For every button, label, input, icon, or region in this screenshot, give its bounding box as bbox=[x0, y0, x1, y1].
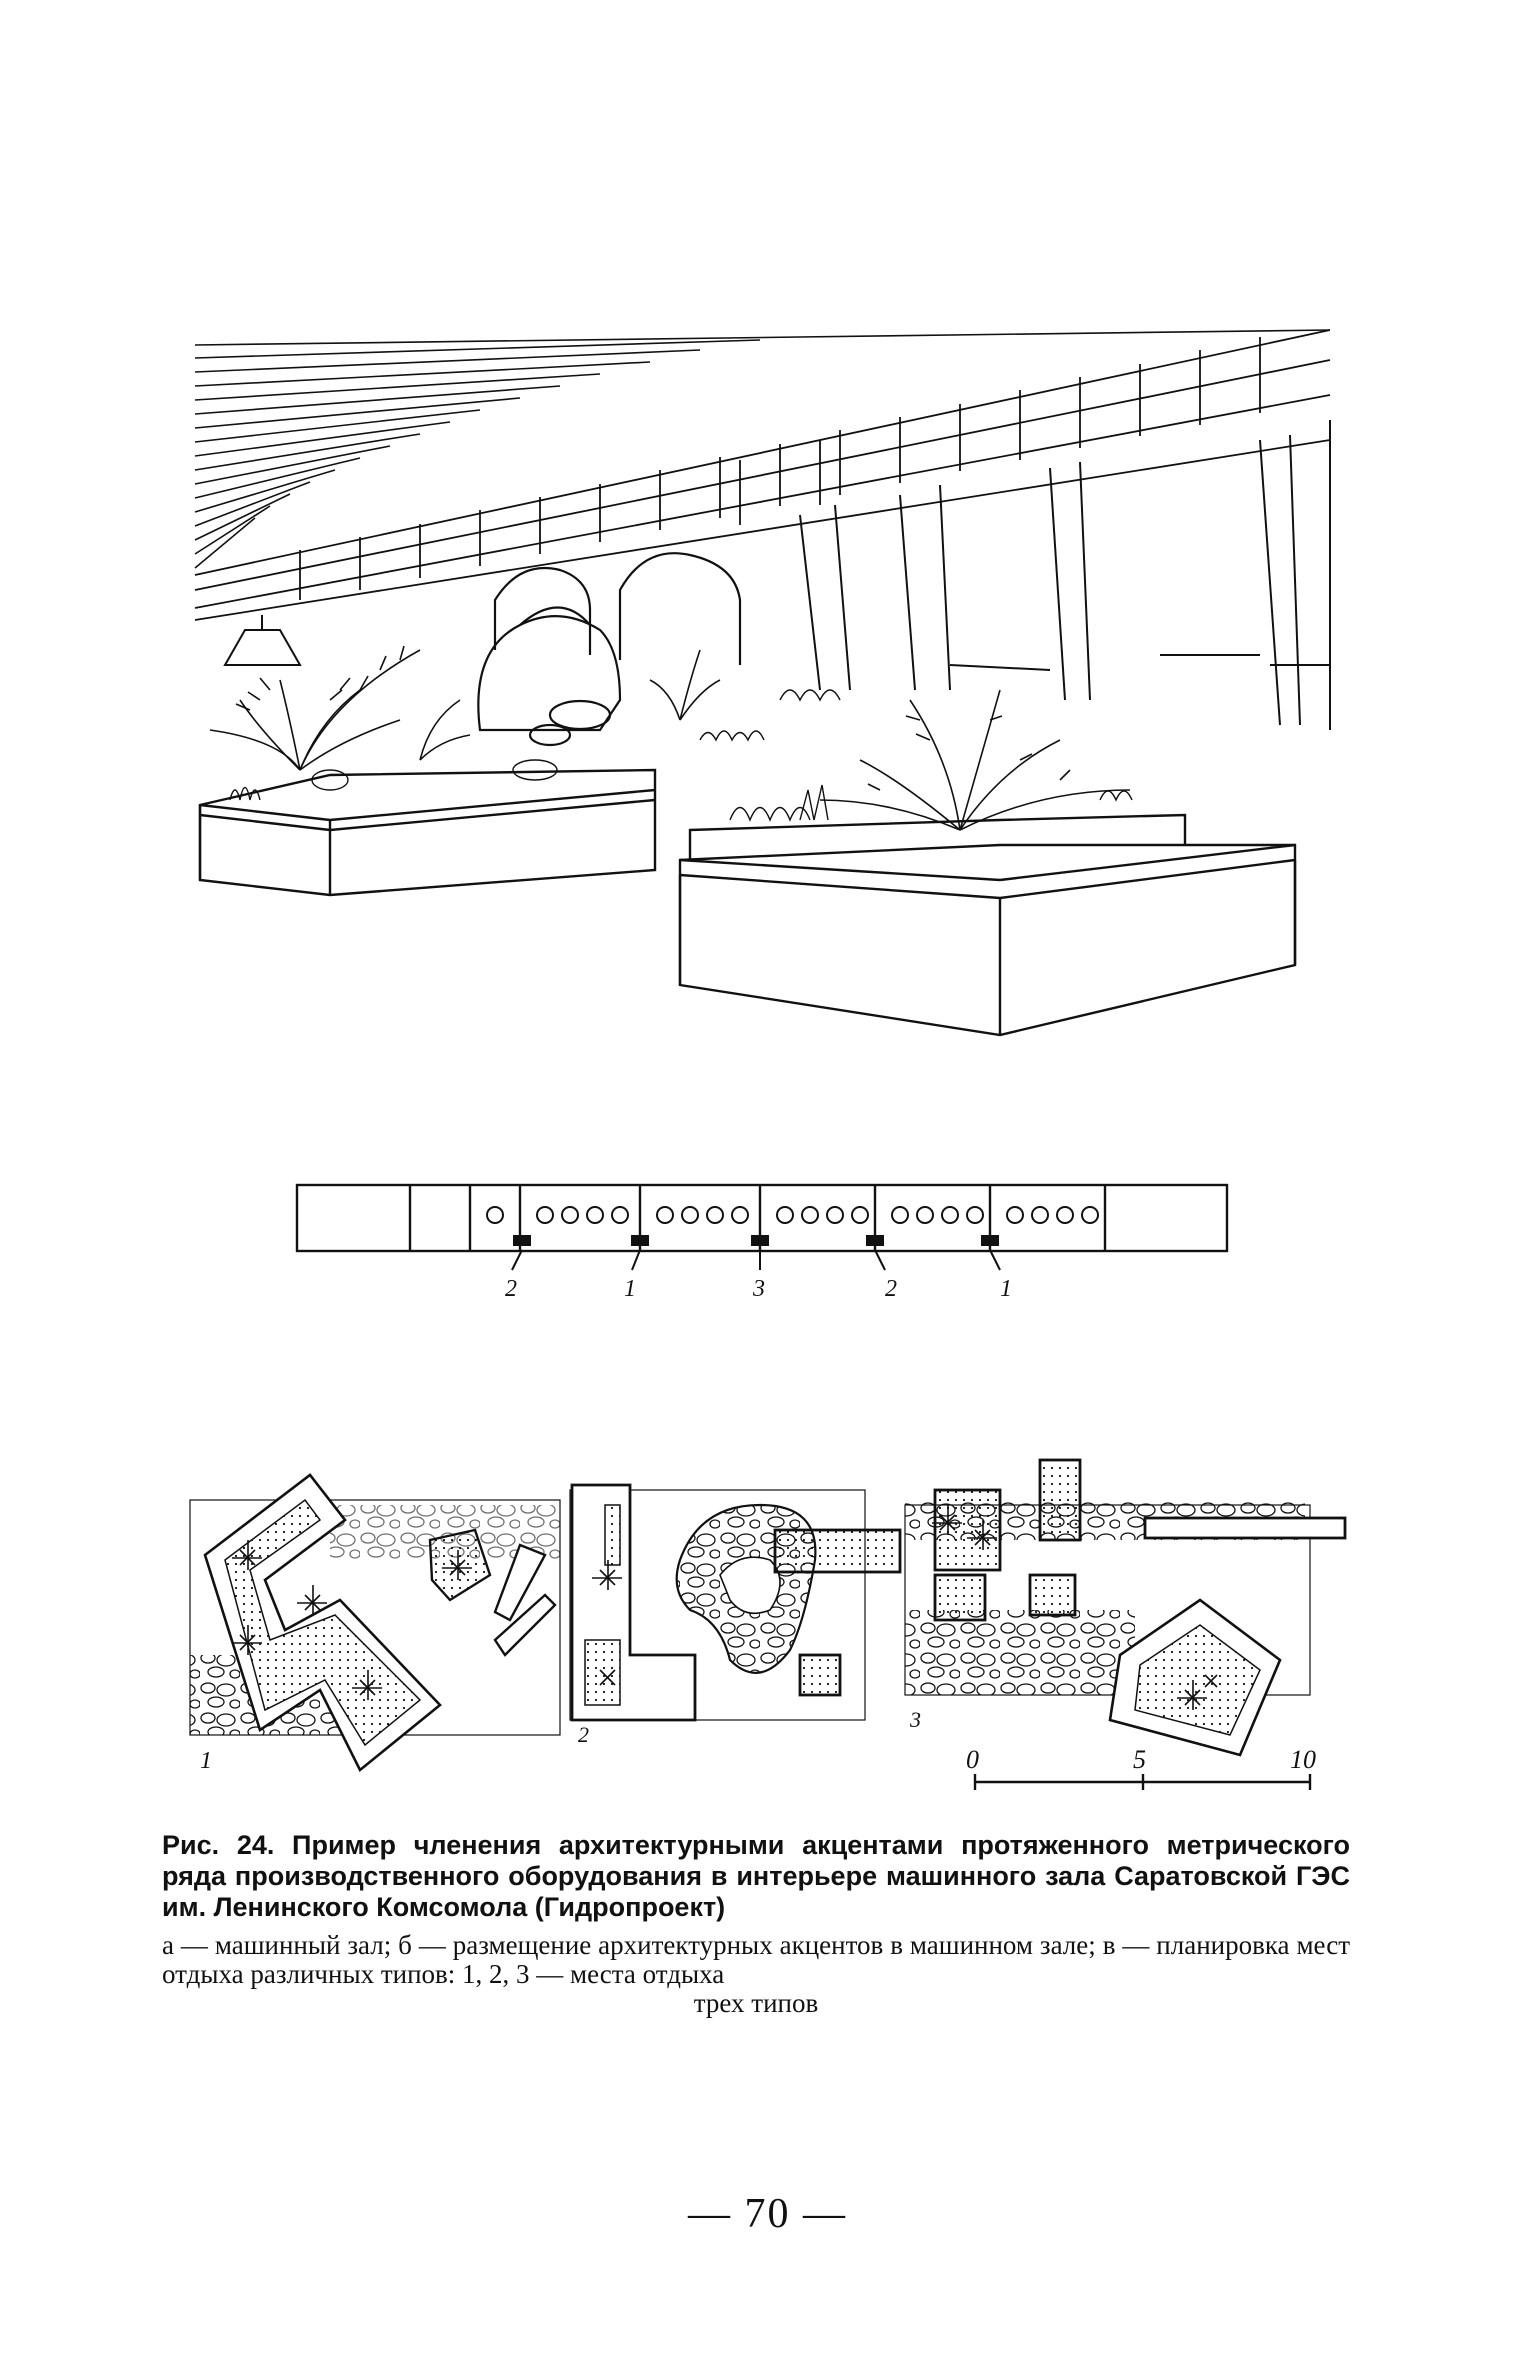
plan-2 bbox=[570, 1485, 900, 1720]
caption-legend-tail: трех типов bbox=[693, 1988, 819, 2018]
scale-label-5: 5 bbox=[1133, 1745, 1146, 1774]
strip-label-3: 3 bbox=[753, 1276, 765, 1302]
figure-caption bbox=[162, 1830, 1350, 2018]
plan-2-label: 2 bbox=[578, 1722, 589, 1747]
caption-legend bbox=[162, 1931, 1350, 2018]
strip-label-4: 2 bbox=[885, 1276, 897, 1302]
caption-main: Рис. 24. Пример членения архитектурными акцентами протяженного метрического ряда производственного оборудования в интерьере машинного зала Саратовской ГЭС им. Ленинского Комсомола (Гидропроект) bbox=[162, 1830, 1350, 1922]
strip-label-1: 2 bbox=[505, 1276, 517, 1302]
strip-label-2: 1 bbox=[624, 1276, 636, 1302]
page-number: — 70 — bbox=[688, 2191, 847, 2237]
scale-bar bbox=[975, 1774, 1310, 1790]
plan-1-label: 1 bbox=[200, 1748, 212, 1774]
caption-legend-text: а — машинный зал; б — размещение архитектурных акцентов в машинном зале; в — планировка мест отдыха различных типов: 1, 2, 3 — места отдыха bbox=[162, 1930, 1350, 1989]
scale-label-0: 0 bbox=[966, 1745, 979, 1774]
plan-1 bbox=[190, 1475, 560, 1770]
plan-3-label: 3 bbox=[910, 1707, 921, 1732]
plan-3 bbox=[905, 1460, 1345, 1755]
strip-label-5: 1 bbox=[1000, 1276, 1012, 1302]
scale-label-10: 10 bbox=[1290, 1745, 1316, 1774]
